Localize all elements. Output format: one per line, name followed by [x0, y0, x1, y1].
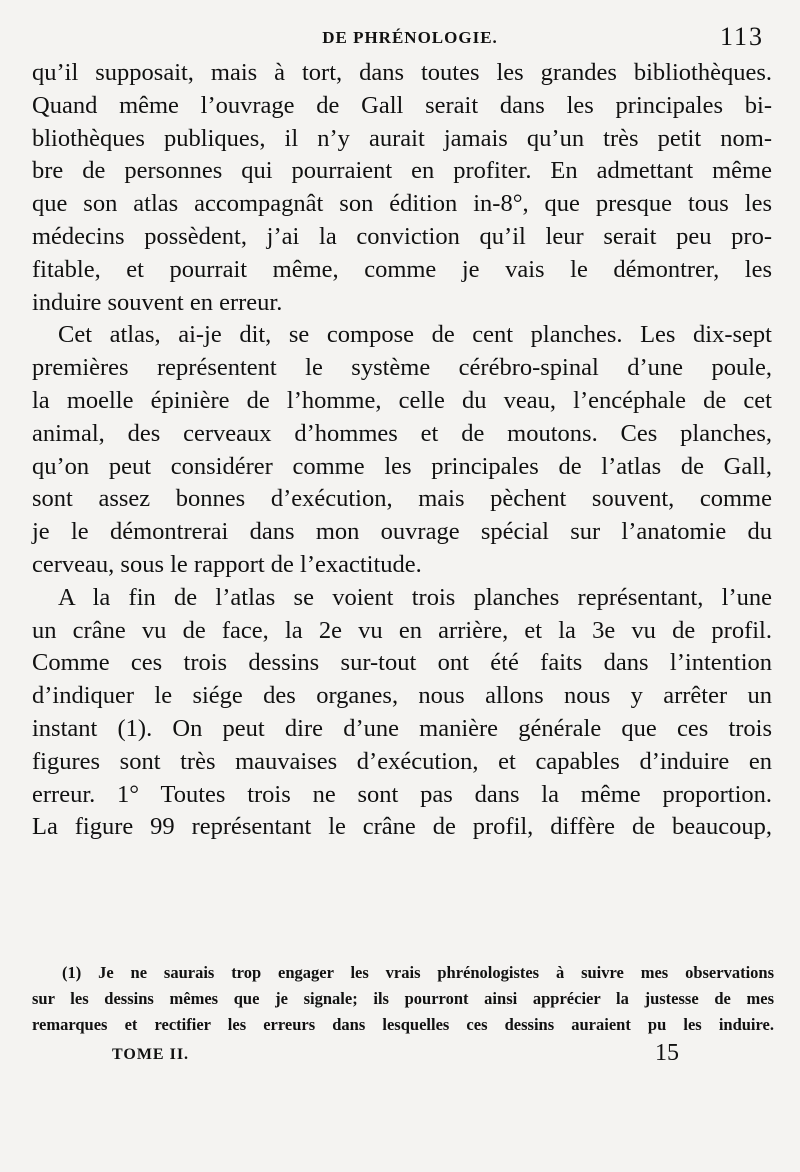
text-line: d’indiquer le siége des organes, nous allons nous y arrêter un	[32, 682, 772, 710]
text-line: bliothèques publiques, il n’y aurait jamais qu’un très petit nom-	[32, 124, 772, 152]
text-line: A la fin de l’atlas se voient trois planches représentant, l’une	[58, 583, 772, 611]
body-text	[32, 57, 772, 844]
text-line: un crâne vu de face, la 2e vu en arrière, et la 3e vu de profil.	[32, 616, 772, 644]
signature-number: 15	[655, 1040, 679, 1066]
text-line: la moelle épinière de l’homme, celle du veau, l’encéphale de cet	[32, 386, 772, 414]
text-line: figures sont très mauvaises d’exécution, et capables d’induire en	[32, 747, 772, 775]
text-line: je le démontrerai dans mon ouvrage spécial sur l’anatomie du	[32, 518, 772, 546]
text-line: Quand même l’ouvrage de Gall serait dans les principales bi-	[32, 91, 772, 119]
footnote-line: sur les dessins mêmes que je signale; ils pourront ainsi apprécier la justesse de mes	[32, 989, 774, 1008]
text-line: La figure 99 représentant le crâne de profil, diffère de beaucoup,	[32, 813, 772, 841]
text-line: sont assez bonnes d’exécution, mais pèchent souvent, comme	[32, 485, 772, 513]
text-line: erreur. 1° Toutes trois ne sont pas dans la même proportion.	[32, 780, 772, 808]
page-number: 113	[719, 22, 764, 51]
text-line: Cet atlas, ai-je dit, se compose de cent planches. Les dix-sept	[58, 321, 772, 349]
page-footer	[0, 1040, 800, 1070]
text-line: induire souvent en erreur.	[32, 288, 283, 316]
text-line: premières représentent le système cérébro-spinal d’une poule,	[32, 354, 772, 382]
text-line: fitable, et pourrait même, comme je vais le démontrer, les	[32, 255, 772, 283]
footnote-line: (1) Je ne saurais trop engager les vrais phrénologistes à suivre mes observations	[62, 963, 774, 982]
text-line: animal, des cerveaux d’hommes et de moutons. Ces planches,	[32, 419, 772, 447]
footnote	[32, 960, 774, 1038]
text-line: que son atlas accompagnât son édition in-8°, que presque tous les	[32, 190, 772, 218]
text-line: bre de personnes qui pourraient en profiter. En admettant même	[32, 157, 772, 185]
footnote-line: remarques et rectifier les erreurs dans lesquelles ces dessins auraient pu les induire.	[32, 1015, 774, 1034]
text-line: médecins possèdent, j’ai la conviction qu’il leur serait peu pro-	[32, 222, 772, 250]
page-header	[0, 22, 800, 52]
signature-mark: TOME II.	[112, 1046, 190, 1063]
text-line: qu’il supposait, mais à tort, dans toutes les grandes bibliothèques.	[32, 59, 772, 86]
text-line: instant (1). On peut dire d’une manière générale que ces trois	[32, 714, 772, 742]
running-title: DE PHRÉNOLOGIE.	[322, 28, 498, 47]
text-line: qu’on peut considérer comme les principales de l’atlas de Gall,	[32, 452, 772, 480]
text-line: cerveau, sous le rapport de l’exactitude.	[32, 550, 422, 578]
text-line: Comme ces trois dessins sur-tout ont été faits dans l’intention	[32, 649, 772, 677]
